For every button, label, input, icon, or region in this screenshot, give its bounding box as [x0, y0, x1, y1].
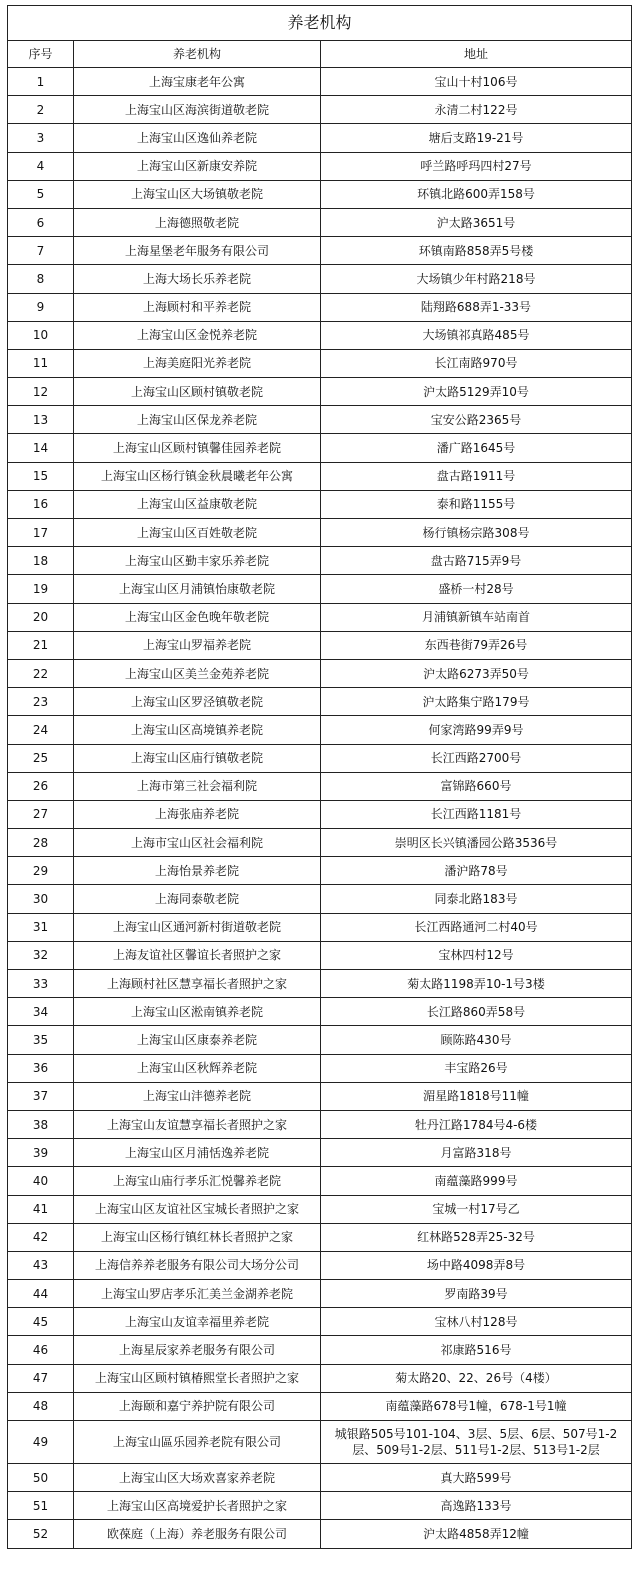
cell-index: 33: [8, 970, 74, 998]
table-row: [8, 716, 632, 744]
header-row: [8, 41, 632, 68]
cell-name: 上海宝山区淞南镇养老院: [74, 998, 321, 1026]
cell-name: 上海宝康老年公寓: [74, 68, 321, 96]
cell-address: 沪太路5129弄10号: [321, 378, 632, 406]
cell-index: 39: [8, 1139, 74, 1167]
table-title: 养老机构: [8, 6, 632, 41]
cell-address: 牡丹江路1784号4-6楼: [321, 1110, 632, 1138]
cell-name: 上海宝山区顾村镇馨佳园养老院: [74, 434, 321, 462]
cell-address: 环镇北路600弄158号: [321, 180, 632, 208]
cell-index: 44: [8, 1280, 74, 1308]
cell-name: 上海宝山区高境爱护长者照护之家: [74, 1492, 321, 1520]
cell-name: 上海宝山区高境镇养老院: [74, 716, 321, 744]
table-body: [8, 68, 632, 1549]
cell-address: 潘沪路78号: [321, 857, 632, 885]
cell-name: 上海宝山区友谊社区宝城长者照护之家: [74, 1195, 321, 1223]
cell-address: 长江西路1181号: [321, 800, 632, 828]
cell-address: 盘古路715弄9号: [321, 547, 632, 575]
cell-index: 1: [8, 68, 74, 96]
table-row: [8, 547, 632, 575]
cell-address: 长江西路2700号: [321, 744, 632, 772]
table-row: [8, 490, 632, 518]
cell-name: 上海宝山区百姓敬老院: [74, 519, 321, 547]
table-row: [8, 1251, 632, 1279]
cell-address: 沪太路6273弄50号: [321, 659, 632, 687]
table-row: [8, 603, 632, 631]
cell-name: 上海宝山区秋辉养老院: [74, 1054, 321, 1082]
cell-address: 场中路4098弄8号: [321, 1251, 632, 1279]
cell-name: 上海市第三社会福利院: [74, 772, 321, 800]
cell-index: 5: [8, 180, 74, 208]
cell-name: 上海宝山罗店孝乐汇美兰金湖养老院: [74, 1280, 321, 1308]
table-row: [8, 237, 632, 265]
cell-index: 47: [8, 1364, 74, 1392]
table-row: [8, 1167, 632, 1195]
cell-address: 沪太路3651号: [321, 208, 632, 236]
institutions-sheet: [7, 5, 631, 1549]
cell-name: 上海宝山區乐园养老院有限公司: [74, 1421, 321, 1464]
cell-address: 大场镇少年村路218号: [321, 265, 632, 293]
cell-name: 上海宝山区大场欢喜家养老院: [74, 1464, 321, 1492]
cell-address: 月富路318号: [321, 1139, 632, 1167]
cell-index: 38: [8, 1110, 74, 1138]
cell-name: 上海宝山区通河新村街道敬老院: [74, 913, 321, 941]
cell-index: 34: [8, 998, 74, 1026]
table-row: [8, 1520, 632, 1548]
cell-index: 37: [8, 1082, 74, 1110]
cell-index: 28: [8, 829, 74, 857]
cell-name: 上海怡景养老院: [74, 857, 321, 885]
cell-address: 月浦镇新镇车站南首: [321, 603, 632, 631]
cell-address: 宝安公路2365号: [321, 406, 632, 434]
table-row: [8, 941, 632, 969]
cell-index: 8: [8, 265, 74, 293]
table-row: [8, 1492, 632, 1520]
cell-name: 上海宝山区月浦恬逸养老院: [74, 1139, 321, 1167]
table-row: [8, 68, 632, 96]
cell-address: 宝城一村17号乙: [321, 1195, 632, 1223]
cell-index: 41: [8, 1195, 74, 1223]
table-row: [8, 885, 632, 913]
cell-index: 18: [8, 547, 74, 575]
cell-name: 上海宝山庙行孝乐汇悦馨养老院: [74, 1167, 321, 1195]
cell-index: 51: [8, 1492, 74, 1520]
cell-name: 上海宝山友谊慧享福长者照护之家: [74, 1110, 321, 1138]
cell-address: 高逸路133号: [321, 1492, 632, 1520]
cell-index: 11: [8, 349, 74, 377]
cell-index: 36: [8, 1054, 74, 1082]
cell-address: 真大路599号: [321, 1464, 632, 1492]
table-row: [8, 519, 632, 547]
cell-address: 宝林四村12号: [321, 941, 632, 969]
table-row: [8, 857, 632, 885]
cell-name: 上海宝山友谊幸福里养老院: [74, 1308, 321, 1336]
cell-index: 4: [8, 152, 74, 180]
table-row: [8, 631, 632, 659]
cell-address: 杨行镇杨宗路308号: [321, 519, 632, 547]
cell-name: 上海宝山区杨行镇金秋晨曦老年公寓: [74, 462, 321, 490]
cell-address: 东西巷街79弄26号: [321, 631, 632, 659]
table-row: [8, 1223, 632, 1251]
cell-name: 上海大场长乐养老院: [74, 265, 321, 293]
table-row: [8, 772, 632, 800]
table-row: [8, 1026, 632, 1054]
cell-name: 上海宝山区大场镇敬老院: [74, 180, 321, 208]
cell-index: 35: [8, 1026, 74, 1054]
cell-index: 6: [8, 208, 74, 236]
cell-index: 19: [8, 575, 74, 603]
cell-name: 上海星堡老年服务有限公司: [74, 237, 321, 265]
cell-name: 上海宝山区海滨街道敬老院: [74, 96, 321, 124]
cell-index: 21: [8, 631, 74, 659]
cell-index: 23: [8, 688, 74, 716]
table-row: [8, 265, 632, 293]
cell-name: 上海宝山区美兰金苑养老院: [74, 659, 321, 687]
cell-address: 罗南路39号: [321, 1280, 632, 1308]
cell-name: 上海宝山区金悦养老院: [74, 321, 321, 349]
cell-address: 丰宝路26号: [321, 1054, 632, 1082]
cell-index: 45: [8, 1308, 74, 1336]
cell-address: 何家湾路99弄9号: [321, 716, 632, 744]
cell-address: 潘广路1645号: [321, 434, 632, 462]
cell-index: 26: [8, 772, 74, 800]
table-row: [8, 1364, 632, 1392]
table-row: [8, 800, 632, 828]
cell-address: 南蕴藻路999号: [321, 1167, 632, 1195]
table-row: [8, 1110, 632, 1138]
table-row: [8, 659, 632, 687]
cell-address: 长江路860弄58号: [321, 998, 632, 1026]
cell-address: 湄星路1818号11幢: [321, 1082, 632, 1110]
table-row: [8, 1421, 632, 1464]
cell-address: 泰和路1155号: [321, 490, 632, 518]
table-row: [8, 575, 632, 603]
cell-name: 上海宝山区逸仙养老院: [74, 124, 321, 152]
table-row: [8, 378, 632, 406]
cell-name: 欧葆庭（上海）养老服务有限公司: [74, 1520, 321, 1548]
table-row: [8, 124, 632, 152]
cell-name: 上海美庭阳光养老院: [74, 349, 321, 377]
table-row: [8, 1464, 632, 1492]
cell-name: 上海宝山区新康安养院: [74, 152, 321, 180]
table-row: [8, 1195, 632, 1223]
cell-address: 长江西路通河二村40号: [321, 913, 632, 941]
cell-index: 15: [8, 462, 74, 490]
cell-name: 上海宝山区月浦镇怡康敬老院: [74, 575, 321, 603]
cell-address: 同泰北路183号: [321, 885, 632, 913]
cell-index: 30: [8, 885, 74, 913]
table-row: [8, 462, 632, 490]
cell-name: 上海宝山区勤丰家乐养老院: [74, 547, 321, 575]
cell-address: 盛桥一村28号: [321, 575, 632, 603]
table-row: [8, 96, 632, 124]
table-row: [8, 744, 632, 772]
cell-name: 上海宝山区保龙养老院: [74, 406, 321, 434]
table-row: [8, 293, 632, 321]
table-row: [8, 829, 632, 857]
cell-name: 上海宝山区罗泾镇敬老院: [74, 688, 321, 716]
cell-name: 上海宝山区顾村镇敬老院: [74, 378, 321, 406]
cell-address: 宝山十村106号: [321, 68, 632, 96]
cell-address: 塘后支路19-21号: [321, 124, 632, 152]
cell-name: 上海宝山区顾村镇椿熙堂长者照护之家: [74, 1364, 321, 1392]
cell-name: 上海顾村和平养老院: [74, 293, 321, 321]
table-row: [8, 1139, 632, 1167]
cell-address: 顾陈路430号: [321, 1026, 632, 1054]
cell-name: 上海顾村社区慧享福长者照护之家: [74, 970, 321, 998]
cell-name: 上海友谊社区馨谊长者照护之家: [74, 941, 321, 969]
cell-address: 菊太路1198弄10-1号3楼: [321, 970, 632, 998]
cell-name: 上海宝山罗福养老院: [74, 631, 321, 659]
cell-index: 13: [8, 406, 74, 434]
cell-index: 50: [8, 1464, 74, 1492]
cell-address: 沪太路4858弄12幢: [321, 1520, 632, 1548]
cell-address: 沪太路集宁路179号: [321, 688, 632, 716]
cell-name: 上海宝山区金色晚年敬老院: [74, 603, 321, 631]
table-row: [8, 349, 632, 377]
cell-index: 52: [8, 1520, 74, 1548]
cell-index: 9: [8, 293, 74, 321]
cell-name: 上海宝山区康泰养老院: [74, 1026, 321, 1054]
table-row: [8, 913, 632, 941]
cell-name: 上海同泰敬老院: [74, 885, 321, 913]
table-row: [8, 998, 632, 1026]
cell-name: 上海星辰家养老服务有限公司: [74, 1336, 321, 1364]
table-row: [8, 970, 632, 998]
table-row: [8, 406, 632, 434]
cell-address: 宝林八村128号: [321, 1308, 632, 1336]
cell-index: 10: [8, 321, 74, 349]
cell-address: 菊太路20、22、26号（4楼）: [321, 1364, 632, 1392]
cell-index: 16: [8, 490, 74, 518]
institutions-table: [7, 5, 632, 1549]
cell-address: 南蕴藻路678号1幢，678-1号1幢: [321, 1392, 632, 1420]
table-row: [8, 1054, 632, 1082]
table-row: [8, 321, 632, 349]
cell-name: 上海宝山沣德养老院: [74, 1082, 321, 1110]
cell-name: 上海宝山区杨行镇红林长者照护之家: [74, 1223, 321, 1251]
cell-address: 呼兰路呼玛四村27号: [321, 152, 632, 180]
table-row: [8, 1392, 632, 1420]
cell-index: 12: [8, 378, 74, 406]
cell-index: 48: [8, 1392, 74, 1420]
cell-index: 46: [8, 1336, 74, 1364]
cell-index: 7: [8, 237, 74, 265]
cell-name: 上海宝山区庙行镇敬老院: [74, 744, 321, 772]
table-row: [8, 208, 632, 236]
table-row: [8, 434, 632, 462]
cell-address: 环镇南路858弄5号楼: [321, 237, 632, 265]
cell-index: 43: [8, 1251, 74, 1279]
cell-index: 14: [8, 434, 74, 462]
cell-address: 盘古路1911号: [321, 462, 632, 490]
table-row: [8, 688, 632, 716]
cell-address: 陆翔路688弄1-33号: [321, 293, 632, 321]
cell-index: 22: [8, 659, 74, 687]
cell-index: 49: [8, 1421, 74, 1464]
cell-address: 祁康路516号: [321, 1336, 632, 1364]
cell-index: 25: [8, 744, 74, 772]
cell-index: 27: [8, 800, 74, 828]
cell-address: 富锦路660号: [321, 772, 632, 800]
cell-index: 40: [8, 1167, 74, 1195]
header-address: 地址: [321, 41, 632, 68]
cell-name: 上海德照敬老院: [74, 208, 321, 236]
cell-address: 永清二村122号: [321, 96, 632, 124]
cell-index: 32: [8, 941, 74, 969]
table-row: [8, 1336, 632, 1364]
table-row: [8, 180, 632, 208]
cell-address: 大场镇祁真路485号: [321, 321, 632, 349]
table-row: [8, 1082, 632, 1110]
cell-index: 42: [8, 1223, 74, 1251]
cell-index: 31: [8, 913, 74, 941]
cell-name: 上海信养养老服务有限公司大场分公司: [74, 1251, 321, 1279]
header-name: 养老机构: [74, 41, 321, 68]
header-index: 序号: [8, 41, 74, 68]
cell-name: 上海张庙养老院: [74, 800, 321, 828]
cell-index: 29: [8, 857, 74, 885]
cell-address: 城银路505号101-104、3层、5层、6层、507号1-2层、509号1-2层、511号1-2层、513号1-2层: [321, 1421, 632, 1464]
cell-name: 上海宝山区益康敬老院: [74, 490, 321, 518]
cell-index: 2: [8, 96, 74, 124]
cell-name: 上海颐和嘉宁养护院有限公司: [74, 1392, 321, 1420]
cell-address: 红林路528弄25-32号: [321, 1223, 632, 1251]
table-row: [8, 1308, 632, 1336]
cell-address: 长江南路970号: [321, 349, 632, 377]
cell-address: 崇明区长兴镇潘园公路3536号: [321, 829, 632, 857]
cell-index: 17: [8, 519, 74, 547]
cell-index: 3: [8, 124, 74, 152]
cell-index: 24: [8, 716, 74, 744]
table-row: [8, 152, 632, 180]
cell-name: 上海市宝山区社会福利院: [74, 829, 321, 857]
cell-index: 20: [8, 603, 74, 631]
table-row: [8, 1280, 632, 1308]
